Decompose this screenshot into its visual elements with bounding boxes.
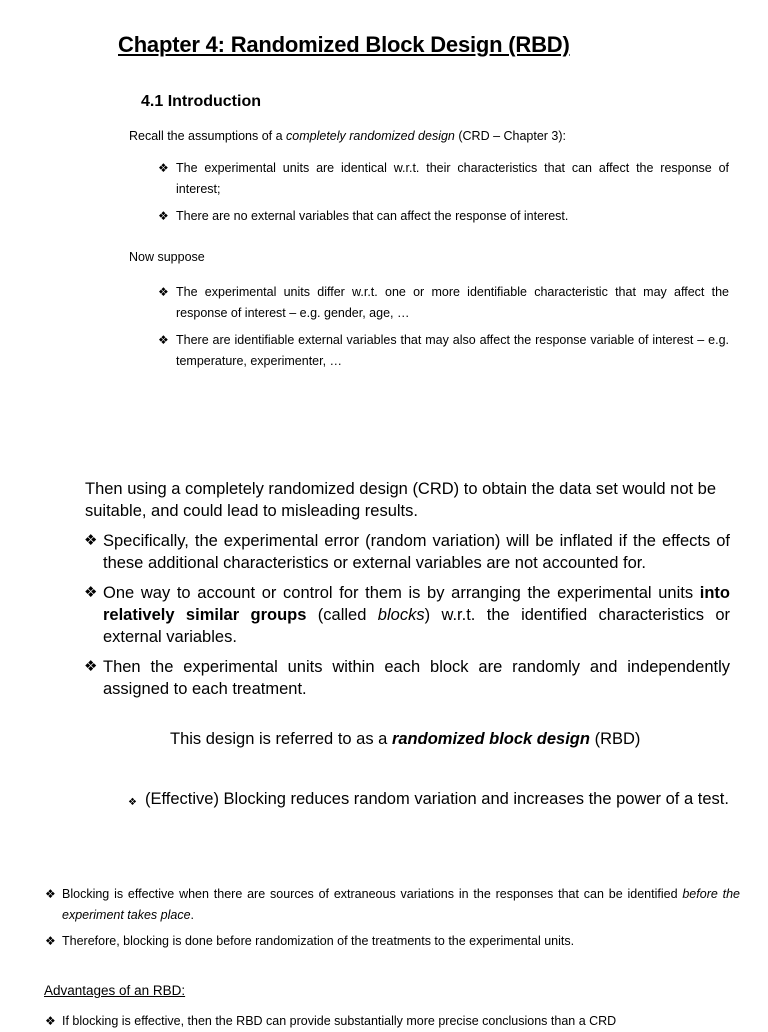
list-item: ❖ The experimental units are identical w.r.t. their characteristics that can affect the response of interest; — [176, 158, 729, 200]
bullet-diamond-icon: ❖ — [84, 584, 98, 601]
bullet-diamond-icon: ❖ — [158, 161, 169, 175]
list-item: ❖ Then the experimental units within each block are randomly and independently assigned to each treatment. — [84, 658, 730, 698]
bullet-diamond-icon: ❖ — [84, 532, 98, 549]
assumptions-list — [158, 158, 729, 233]
list-item: ❖ If blocking is effective, then the RBD can provide substantially more precise conclusions than a CRD — [62, 1011, 740, 1032]
bullet-diamond-icon: ❖ — [158, 333, 169, 347]
bullet-diamond-icon: ❖ — [45, 887, 56, 901]
list-item: ❖ There are identifiable external variables that may also affect the response variable of interest – e.g. temperature, experimenter, … — [176, 330, 729, 372]
bullet-diamond-icon: ❖ — [158, 209, 169, 223]
then-paragraph: Then using a completely randomized design (CRD) to obtain the data set would not be suitable, and could lead to misleading results. — [85, 480, 717, 520]
list-item: ❖ The experimental units differ w.r.t. one or more identifiable characteristic that may affect the response of interest – e.g. gender, age, … — [176, 282, 729, 324]
design-statement: This design is referred to as a randomized block design (RBD) — [170, 730, 641, 748]
list-item: ❖ Blocking is effective when there are sources of extraneous variations in the responses that can be identified before the experiment takes place. — [62, 884, 740, 926]
bullet-diamond-icon: ❖ — [128, 797, 137, 808]
list-item: ❖ One way to account or control for them is by arranging the experimental units into relatively similar groups (called blocks) w.r.t. the identified characteristics or external variables. — [84, 584, 730, 646]
section-heading: 4.1 Introduction — [141, 93, 261, 110]
now-suppose-text: Now suppose — [129, 250, 205, 264]
points-list — [84, 530, 730, 708]
suppose-list — [158, 282, 729, 378]
bullet-diamond-icon: ❖ — [158, 285, 169, 299]
list-item: ❖ Therefore, blocking is done before randomization of the treatments to the experimental units. — [62, 931, 740, 952]
bullet-diamond-icon: ❖ — [45, 1014, 56, 1028]
blocking-list — [45, 884, 741, 957]
list-item: ❖ There are no external variables that can affect the response of interest. — [176, 206, 729, 227]
bullet-diamond-icon: ❖ — [84, 658, 98, 675]
page-title: Chapter 4: Randomized Block Design (RBD) — [118, 32, 570, 57]
advantages-heading: Advantages of an RBD: — [44, 983, 186, 998]
list-item: ❖ Specifically, the experimental error (random variation) will be inflated if the effects of these additional characteristics or external variables are not accounted for. — [84, 532, 730, 572]
effective-blocking-note: ❖ (Effective) Blocking reduces random variation and increases the power of a test. — [145, 788, 742, 810]
bullet-diamond-icon: ❖ — [45, 934, 56, 948]
advantages-list — [45, 1011, 740, 1032]
recall-paragraph: Recall the assumptions of a completely randomized design (CRD – Chapter 3): — [129, 129, 567, 143]
